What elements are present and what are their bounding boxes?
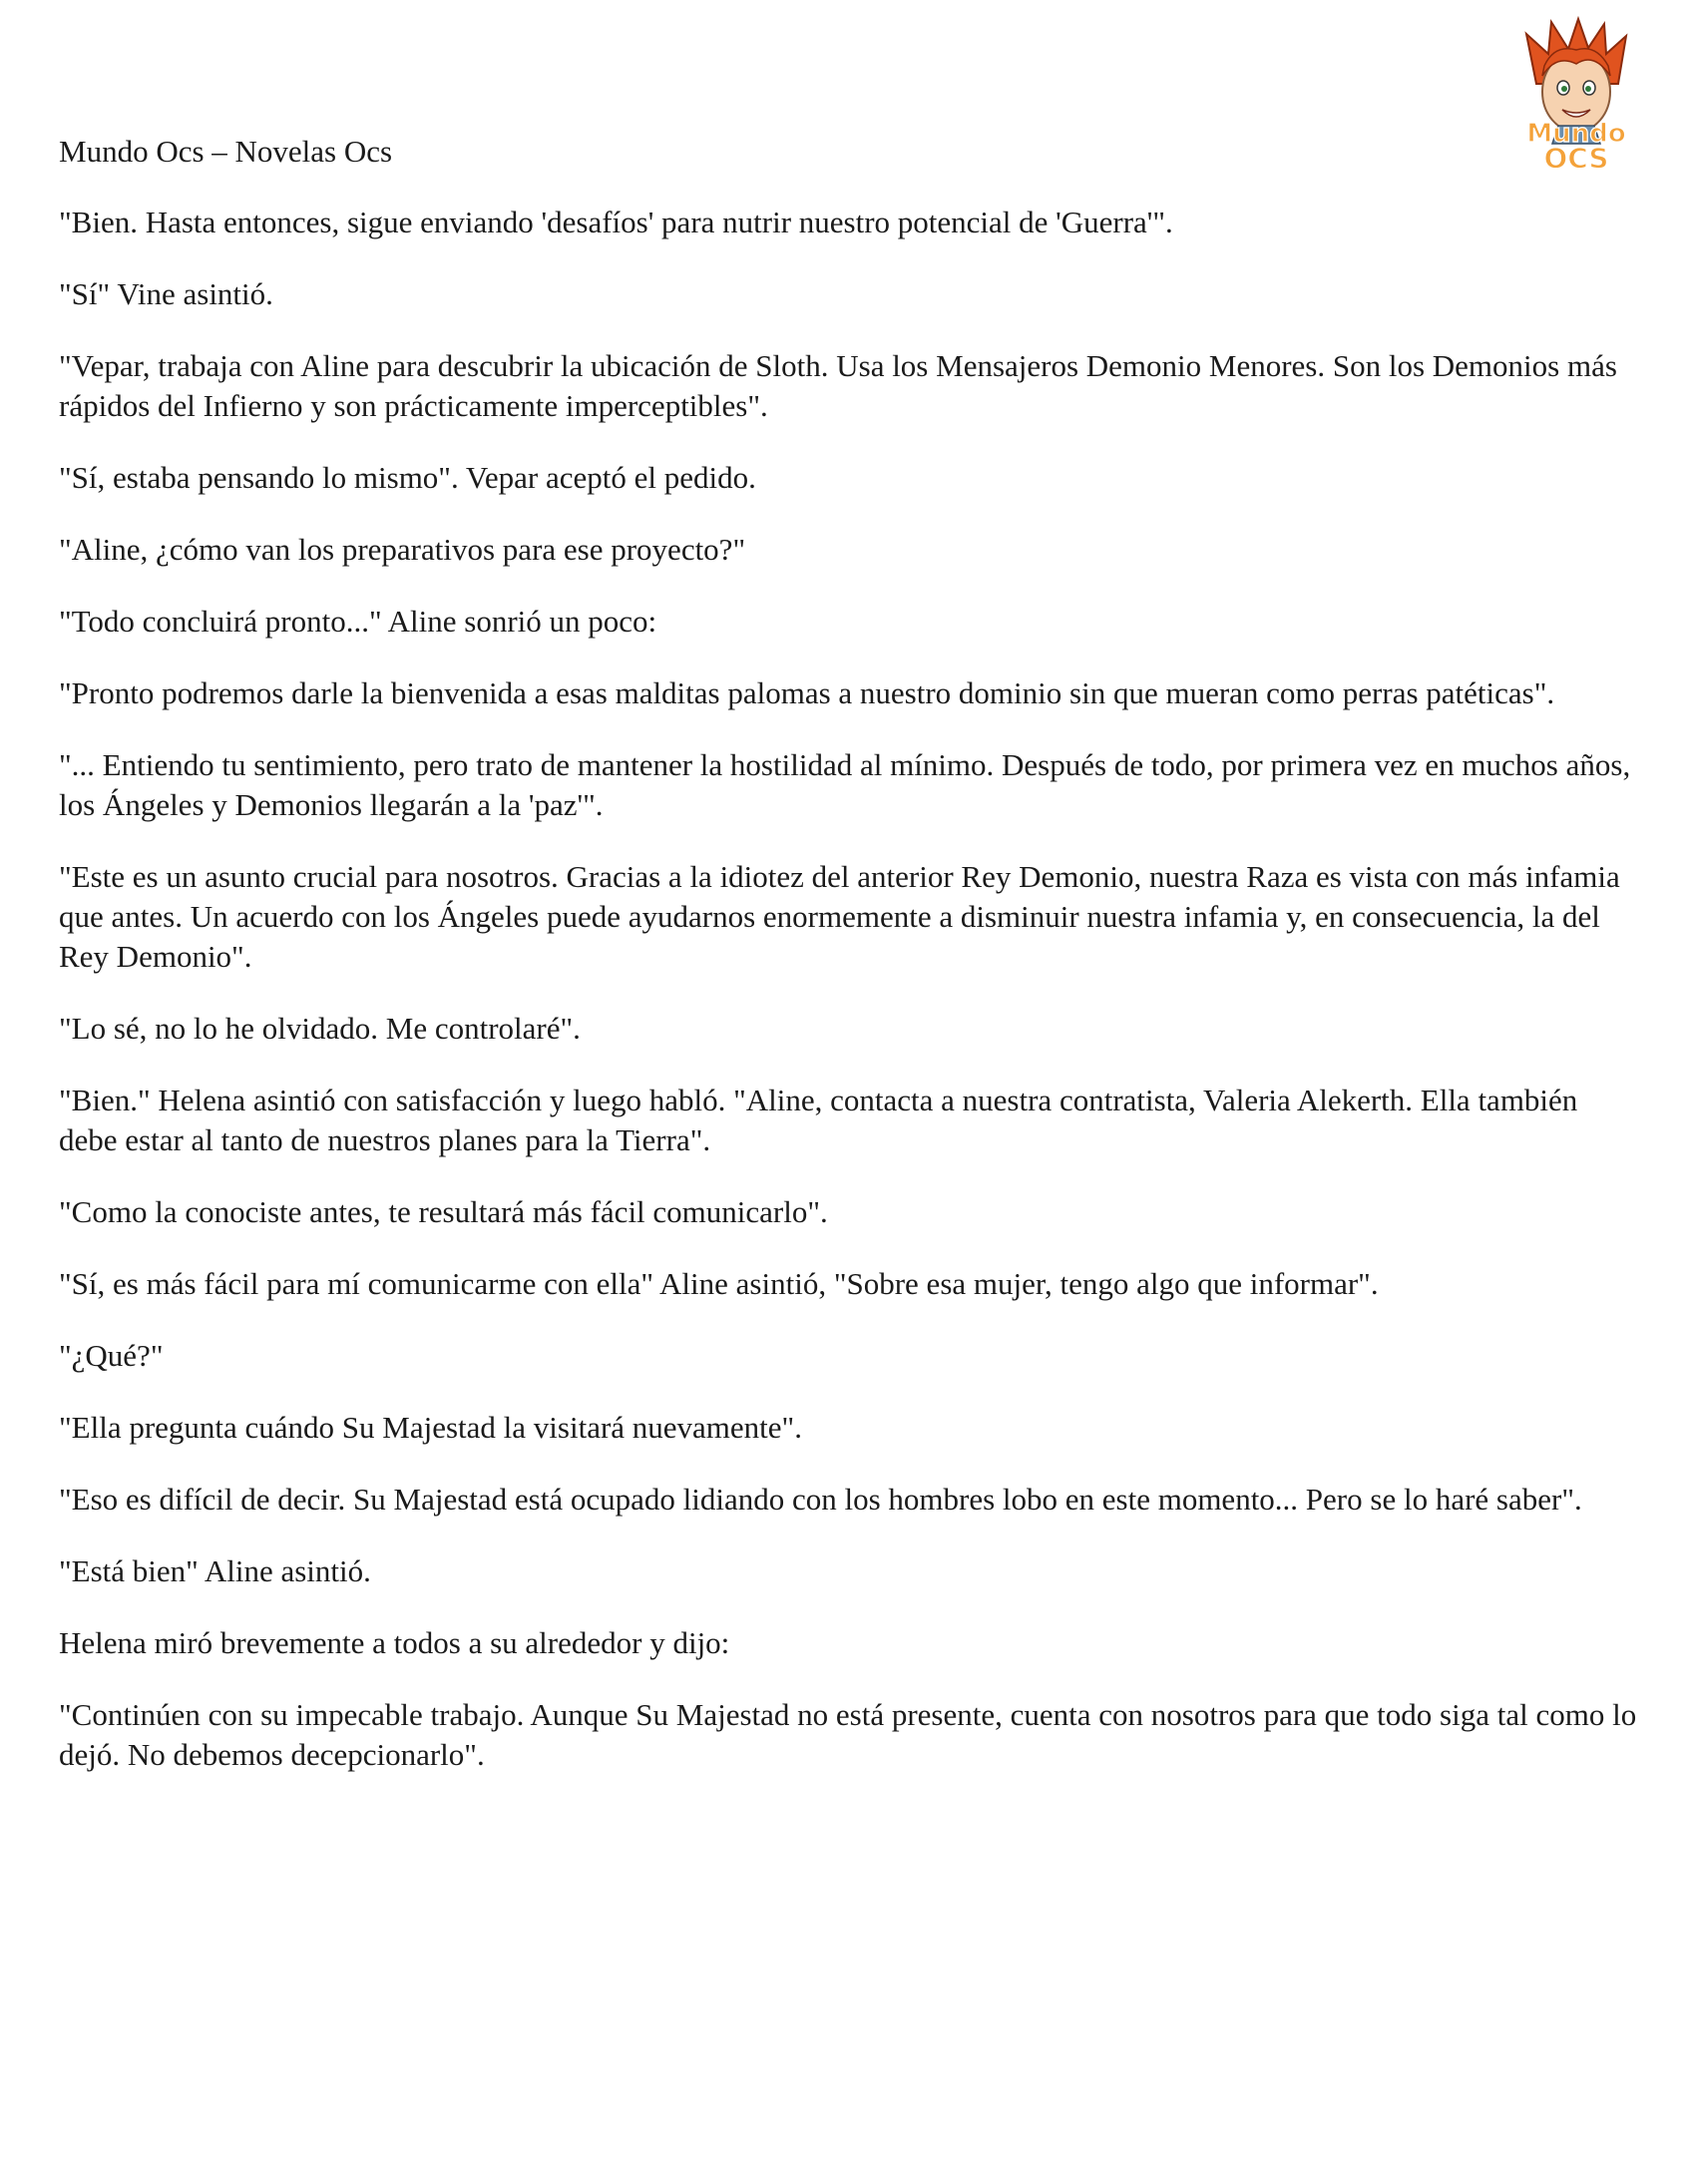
paragraph: "Aline, ¿cómo van los preparativos para ese proyecto?" bbox=[59, 532, 746, 567]
paragraph: "Pronto podremos darle la bienvenida a esas malditas palomas a nuestro dominio sin que mueran como perras patéticas". bbox=[59, 675, 1555, 710]
paragraph: "Bien." Helena asintió con satisfacción y luego habló. "Aline, contacta a nuestra contratista, Valeria Alekerth. Ella también debe estar al tanto de nuestros planes para la Tierra". bbox=[59, 1083, 1578, 1157]
paragraph: "Continúen con su impecable trabajo. Aunque Su Majestad no está presente, cuenta con nosotros para que todo siga tal como lo dejó. No debemos decepcionarlo". bbox=[59, 1697, 1637, 1772]
logo-text-line2: OCS bbox=[1543, 142, 1609, 174]
paragraph: "Bien. Hasta entonces, sigue enviando 'desafíos' para nutrir nuestro potencial de 'Guerra'". bbox=[59, 205, 1173, 239]
paragraph: "Vepar, trabaja con Aline para descubrir la ubicación de Sloth. Usa los Mensajeros Demonio Menores. Son los Demonios más rápidos del Infierno y son prácticamente imperceptibles". bbox=[59, 348, 1617, 423]
story-body bbox=[59, 203, 1640, 1807]
logo-text-line1: Mundo bbox=[1526, 119, 1626, 149]
paragraph: "Como la conociste antes, te resultará más fácil comunicarlo". bbox=[59, 1194, 828, 1229]
paragraph: Helena miró brevemente a todos a su alrededor y dijo: bbox=[59, 1625, 730, 1660]
paragraph: "Sí" Vine asintió. bbox=[59, 276, 273, 311]
paragraph: "Eso es difícil de decir. Su Majestad está ocupado lidiando con los hombres lobo en este momento... Pero se lo haré saber". bbox=[59, 1482, 1582, 1517]
paragraph: "Ella pregunta cuándo Su Majestad la visitará nuevamente". bbox=[59, 1410, 802, 1445]
paragraph: "Lo sé, no lo he olvidado. Me controlaré". bbox=[59, 1011, 581, 1046]
paragraph: "Está bien" Aline asintió. bbox=[59, 1553, 371, 1588]
page-header: Mundo Ocs – Novelas Ocs bbox=[59, 134, 393, 169]
paragraph: "... Entiendo tu sentimiento, pero trato de mantener la hostilidad al mínimo. Después de todo, por primera vez en muchos años, los Ángeles y Demonios llegarán a la 'paz'". bbox=[59, 747, 1631, 822]
paragraph: "Todo concluirá pronto..." Aline sonrió un poco: bbox=[59, 604, 657, 639]
paragraph: "Sí, estaba pensando lo mismo". Vepar aceptó el pedido. bbox=[59, 460, 756, 495]
paragraph: "¿Qué?" bbox=[59, 1338, 164, 1373]
paragraph: "Sí, es más fácil para mí comunicarme con ella" Aline asintió, "Sobre esa mujer, tengo algo que informar". bbox=[59, 1266, 1379, 1301]
mundo-ocs-logo bbox=[1496, 14, 1656, 174]
paragraph: "Este es un asunto crucial para nosotros. Gracias a la idiotez del anterior Rey Demonio, nuestra Raza es vista con más infamia que antes. Un acuerdo con los Ángeles puede ayudarnos enormemente a disminuir nuestra infamia y, en consecuencia, la del Rey Demonio". bbox=[59, 859, 1620, 974]
